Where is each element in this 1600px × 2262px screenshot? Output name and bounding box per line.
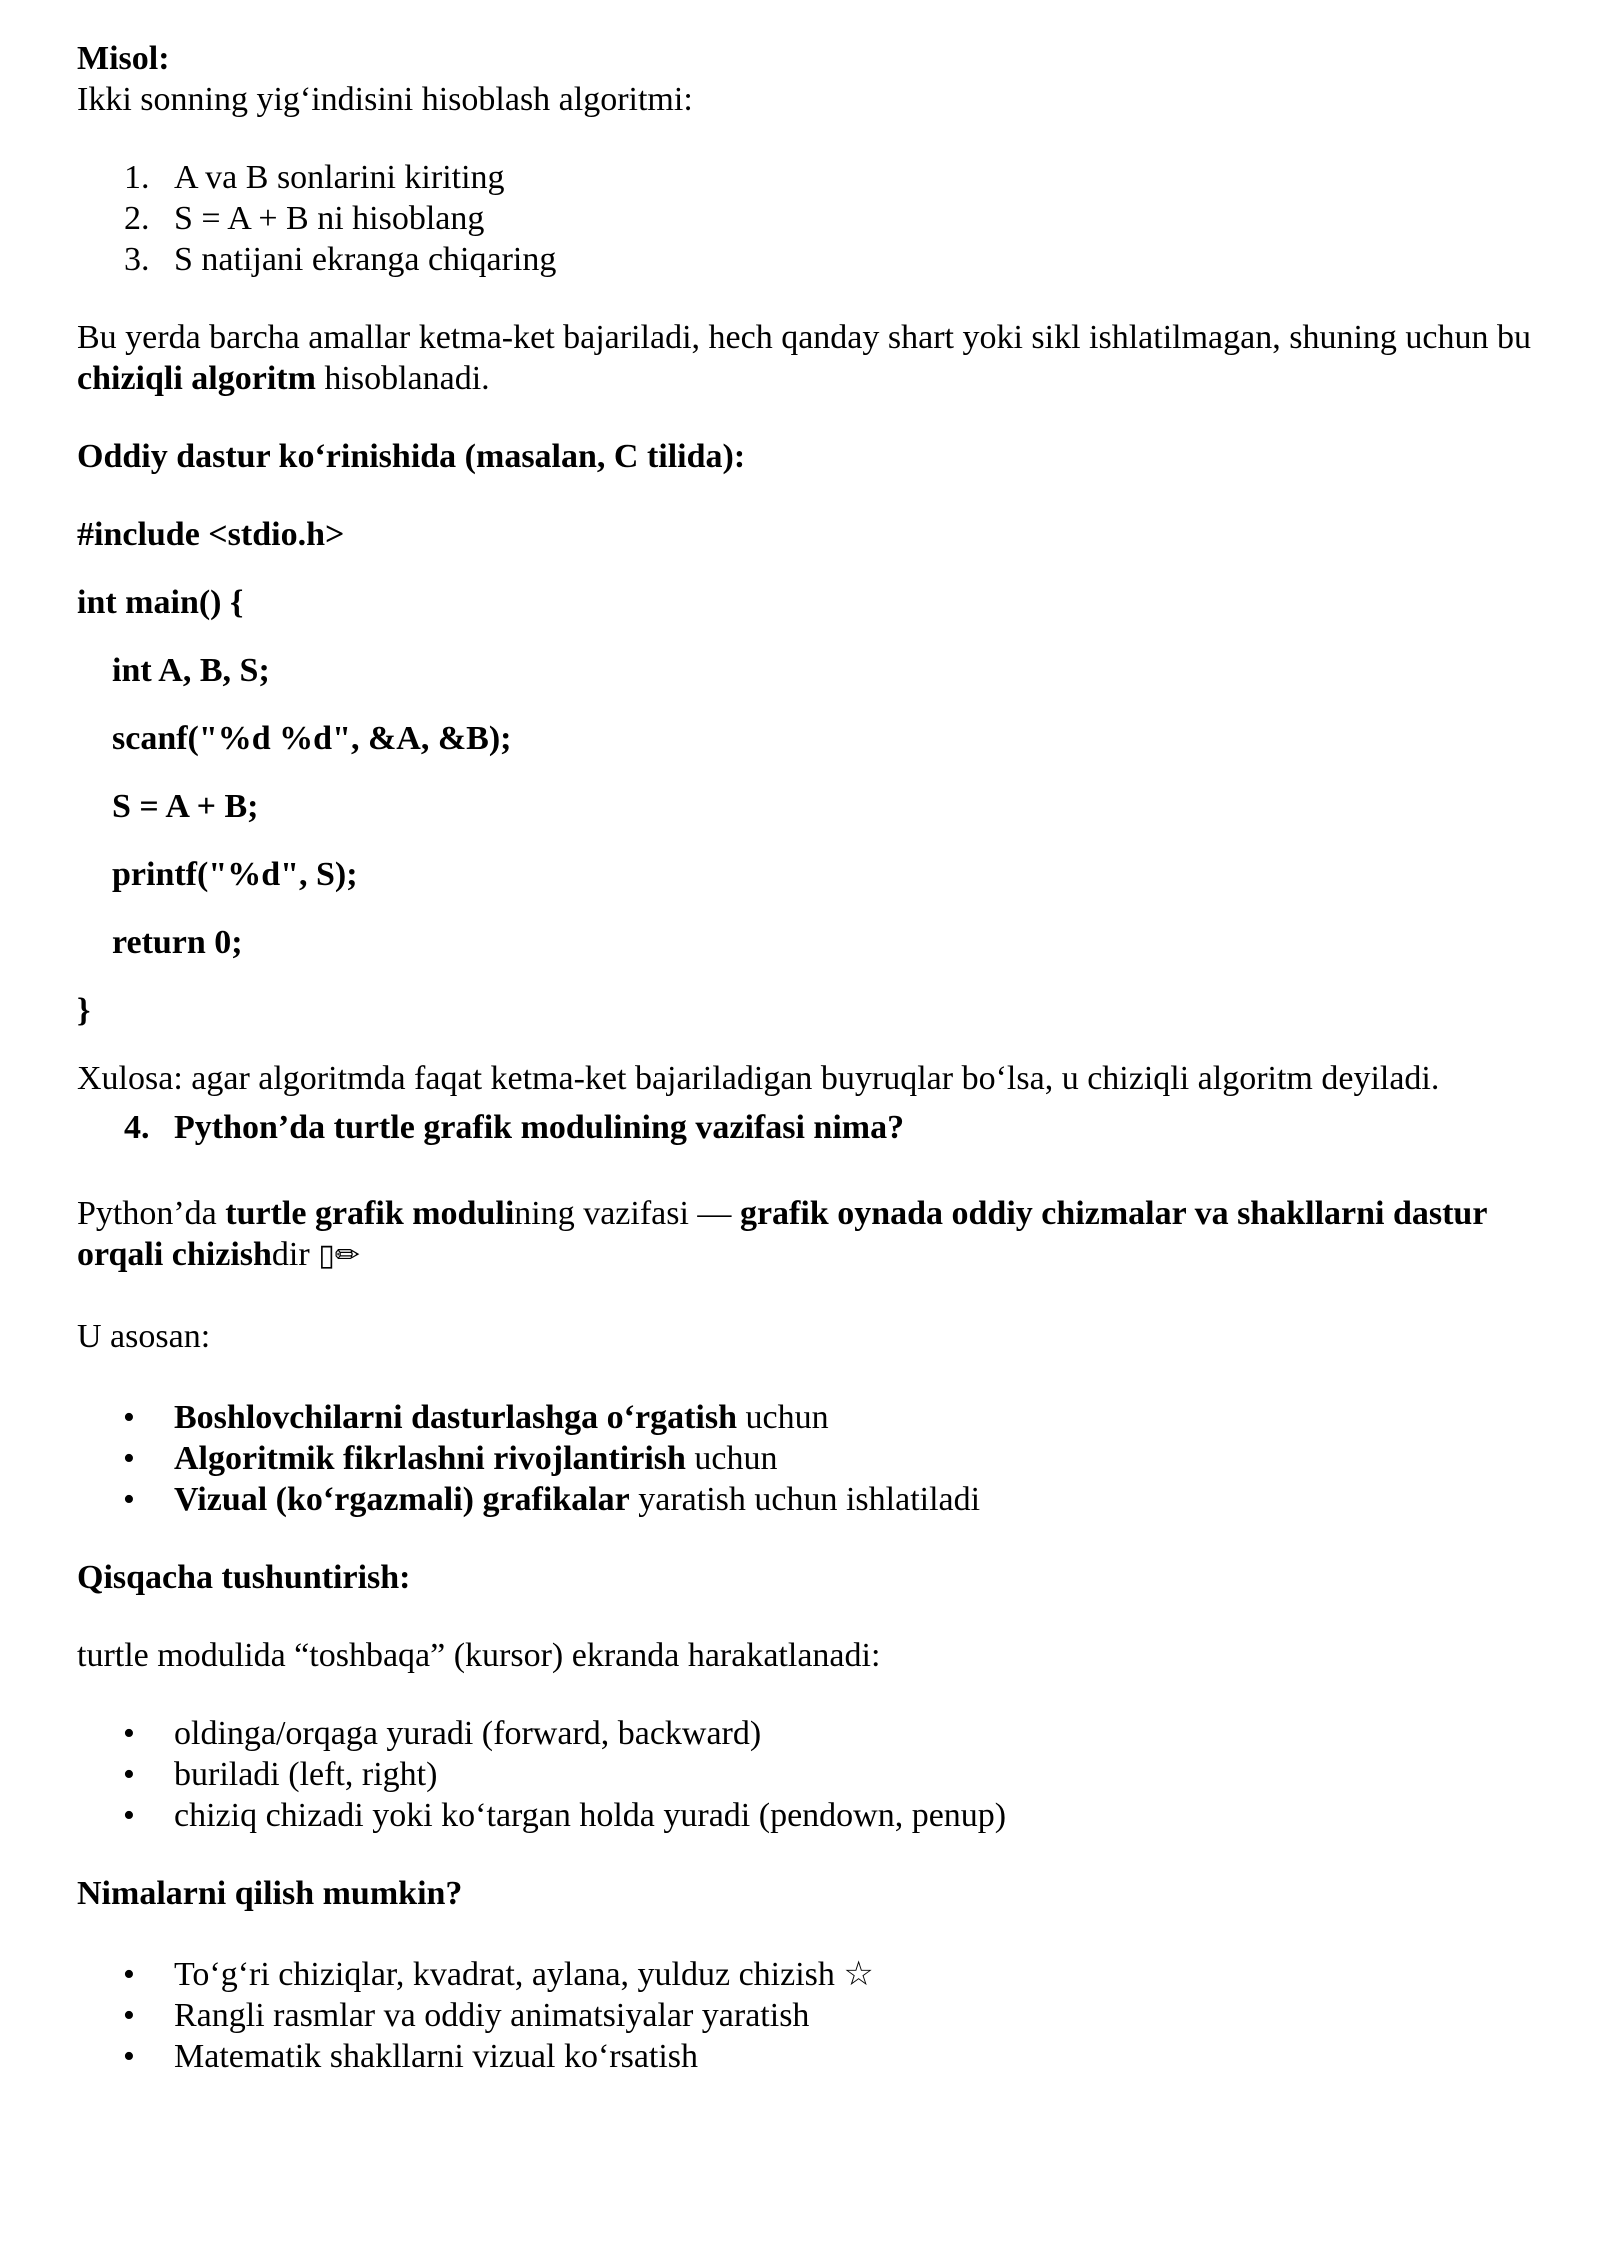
bullet-icon: • (123, 1797, 135, 1834)
question-heading: 4. Python’da turtle grafik modulining vazifasi nima? (124, 1109, 905, 1146)
list-item: • Algoritmik fikrlashni rivojlantirish uchun (123, 1440, 778, 1477)
possibilities-list (77, 1954, 1547, 2077)
document-page (77, 38, 1547, 2077)
answer-paragraph: Python’da turtle grafik modulining vazifasi — grafik oynada oddiy chizmalar va shakllarni dastur orqali chizishdir ▯✏ (77, 1195, 1487, 1273)
list-item: 1. A va B sonlarini kiriting (124, 159, 505, 196)
conclusion-paragraph: Xulosa: agar algoritmda faqat ketma-ket bajariladigan buyruqlar bo‘lsa, u chiziqli algoritm deyiladi. (77, 1060, 1440, 1097)
code-block (77, 514, 1547, 1031)
example-intro: Ikki sonning yig‘indisini hisoblash algoritmi: (77, 81, 693, 118)
list-item: • To‘g‘ri chiziqlar, kvadrat, aylana, yulduz chizish ☆ (123, 1956, 874, 1993)
example-heading: Misol: (77, 40, 170, 77)
bullet-icon: • (123, 2038, 135, 2075)
algorithm-steps-list (77, 157, 1547, 280)
code-line: scanf("%d %d", &A, &B); (112, 720, 512, 757)
bullet-icon: • (123, 1481, 135, 1518)
code-line: int main() { (77, 584, 244, 621)
uses-list (77, 1397, 1547, 1520)
explanation-paragraph: Bu yerda barcha amallar ketma-ket bajariladi, hech qanday shart yoki sikl ishlatilmagan, shuning uchun bu chiziqli algoritm hisoblanadi. (77, 319, 1531, 397)
code-line: #include <stdio.h> (77, 516, 345, 553)
bullet-icon: • (123, 1399, 135, 1436)
short-explanation-heading: Qisqacha tushuntirish: (77, 1559, 411, 1596)
bullet-icon: • (123, 1440, 135, 1477)
bullet-icon: • (123, 1997, 135, 2034)
code-line: printf("%d", S); (112, 856, 358, 893)
bullet-icon: • (123, 1956, 135, 1993)
bullet-icon: • (123, 1715, 135, 1752)
list-item: 3. S natijani ekranga chiqaring (124, 241, 557, 278)
uses-intro: U asosan: (77, 1318, 211, 1355)
list-item: • Matematik shakllarni vizual ko‘rsatish (123, 2038, 699, 2075)
pencil-icon: ▯✏ (318, 1238, 360, 1273)
list-item: • Boshlovchilarni dasturlashga o‘rgatish uchun (123, 1399, 829, 1436)
question-list (77, 1107, 1547, 1148)
list-item: • Rangli rasmlar va oddiy animatsiyalar yaratish (123, 1997, 810, 2034)
list-item: • oldinga/orqaga yuradi (forward, backward) (123, 1715, 762, 1752)
code-heading: Oddiy dastur ko‘rinishida (masalan, C tilida): (77, 438, 746, 475)
code-line: S = A + B; (112, 788, 259, 825)
possibilities-heading: Nimalarni qilish mumkin? (77, 1875, 463, 1912)
list-item: 2. S = A + B ni hisoblang (124, 200, 485, 237)
moves-list (77, 1713, 1547, 1836)
list-item: • buriladi (left, right) (123, 1756, 438, 1793)
list-item: • chiziq chizadi yoki ko‘targan holda yuradi (pendown, penup) (123, 1797, 1007, 1834)
list-item: • Vizual (ko‘rgazmali) grafikalar yaratish uchun ishlatiladi (123, 1481, 981, 1518)
code-line: } (77, 992, 91, 1029)
short-explanation-intro: turtle modulida “toshbaqa” (kursor) ekranda harakatlanadi: (77, 1637, 881, 1674)
bullet-icon: • (123, 1756, 135, 1793)
code-line: int A, B, S; (112, 652, 270, 689)
code-line: return 0; (112, 924, 243, 961)
